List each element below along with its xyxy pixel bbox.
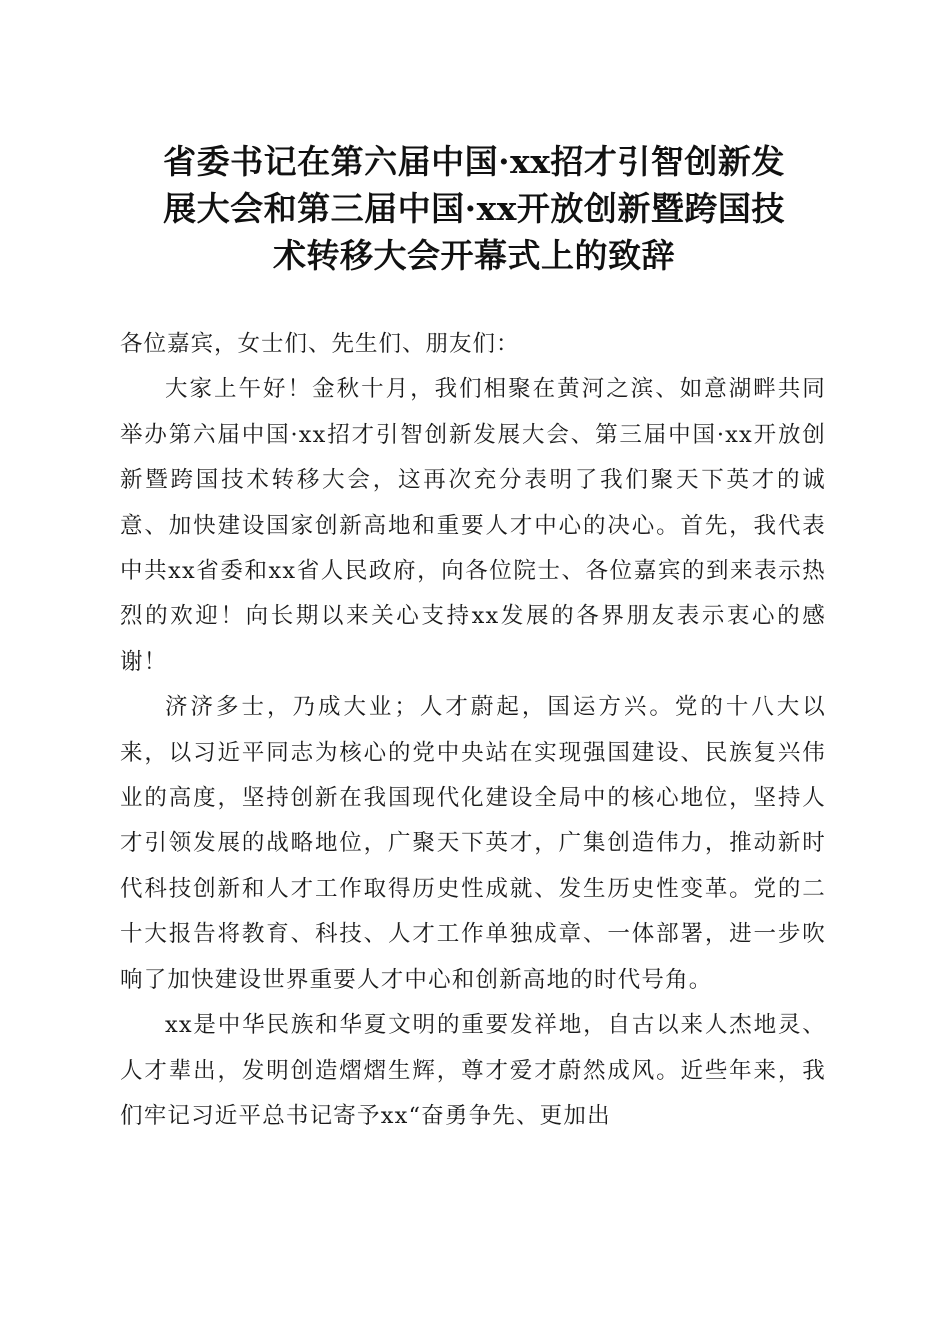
paragraph-province: xx是中华民族和华夏文明的重要发祥地，自古以来人杰地灵、人才辈出，发明创造熠熠生辉，尊才爱才蔚然成风。近些年来，我们牢记习近平总书记寄予xx“奋勇争先、更加出 [120, 1012, 826, 1129]
paragraph-opening: 大家上午好！金秋十月，我们相聚在黄河之滨、如意湖畔共同举办第六届中国·xx招才引智创新发展大会、第三届中国·xx开放创新暨跨国技术转移大会，这再次充分表明了我们聚天下英才的诚意、加快建设国家创新高地和重要人才中心的决心。首先，我代表中共xx省委和xx省人民政府，向各位院士、各位嘉宾的到来表示热烈的欢迎！向长期以来关心支持xx发展的各界朋友表示衷心的感谢！ [120, 376, 826, 675]
paragraph-talent: 济济多士，乃成大业；人才蔚起，国运方兴。党的十八大以来，以习近平同志为核心的党中央站在实现强国建设、民族复兴伟业的高度，坚持创新在我国现代化建设全局中的核心地位，坚持人才引领发展的战略地位，广聚天下英才，广集创造伟力，推动新时代科技创新和人才工作取得历史性成就、发生历史性变革。党的二十大报告将教育、科技、人才工作单独成章、一体部署，进一步吹响了加快建设世界重要人才中心和创新高地的时代号角。 [120, 694, 826, 993]
salutation: 各位嘉宾，女士们、先生们、朋友们： [120, 331, 520, 357]
title-line-1: 省委书记在第六届中国·xx招才引智创新发 [163, 142, 785, 181]
document-body [120, 322, 826, 1139]
title-line-3: 术转移大会开幕式上的致辞 [273, 236, 675, 275]
title-line-2: 展大会和第三届中国·xx开放创新暨跨国技 [163, 189, 785, 228]
document-title [118, 138, 830, 279]
